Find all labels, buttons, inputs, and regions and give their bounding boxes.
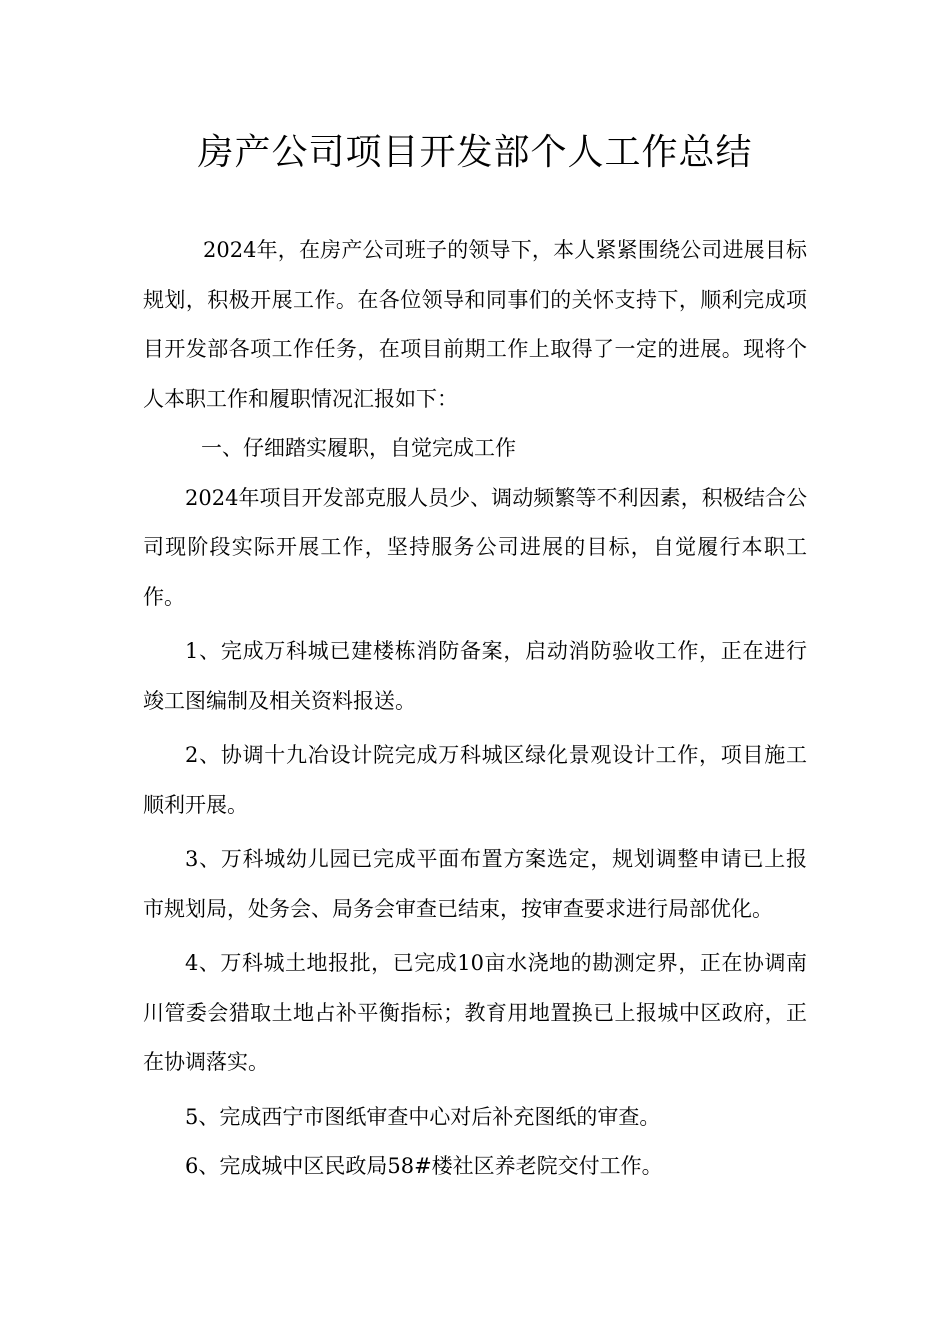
list-item-5: 5、完成西宁市图纸审查中心对后补充图纸的审查。 [185, 1104, 661, 1129]
intro-paragraph: 2024年，在房产公司班子的领导下，本人紧紧围绕公司进展目标规划，积极开展工作。在各位领导和同事们的关怀支持下，顺利完成项目开发部各项工作任务，在项目前期工作上取得了一定的进展。现将个人本职工作和履职情况汇报如下： [143, 238, 807, 411]
list-item-2: 2、协调十九冶设计院完成万科城区绿化景观设计工作，项目施工顺利开展。 [143, 743, 807, 817]
document-title: 房产公司项目开发部个人工作总结 [197, 132, 753, 173]
section-paragraph: 2024年项目开发部克服人员少、调动频繁等不利因素，积极结合公司现阶段实际开展工作，坚持服务公司进展的目标，自觉履行本职工作。 [143, 485, 807, 609]
list-item-1: 1、完成万科城已建楼栋消防备案，启动消防验收工作，正在进行竣工图编制及相关资料报送。 [143, 639, 807, 713]
section-heading: 一、仔细踏实履职，自觉完成工作 [201, 436, 516, 460]
document-body [143, 226, 807, 1192]
list-item-4: 4、万科城土地报批，已完成10亩水浇地的勘测定界，正在协调南川管委会猎取土地占补平衡指标；教育用地置换已上报城中区政府，正在协调落实。 [143, 951, 807, 1074]
list-item-3: 3、万科城幼儿园已完成平面布置方案选定，规划调整申请已上报市规划局，处务会、局务会审查已结束，按审查要求进行局部优化。 [143, 847, 807, 921]
list-item-6: 6、完成城中区民政局58#楼社区养老院交付工作。 [185, 1154, 663, 1178]
